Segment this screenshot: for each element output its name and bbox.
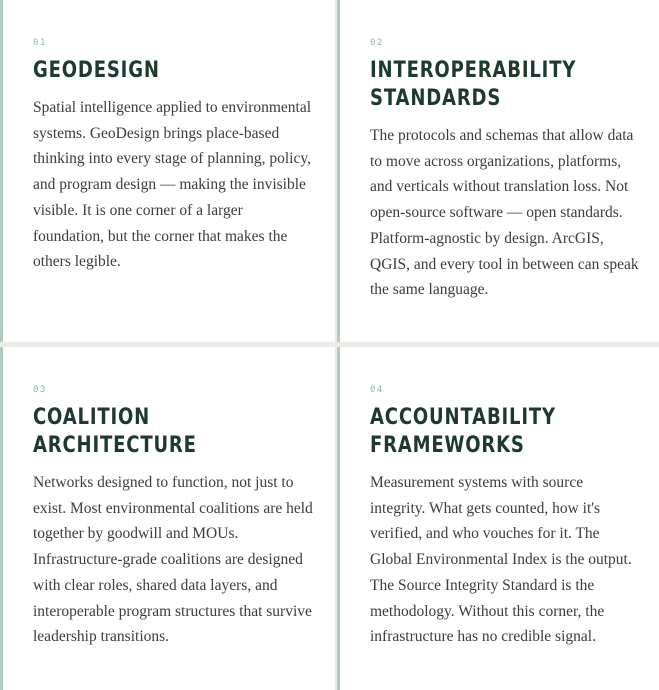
card-body: Measurement systems with source integrity. What gets counted, how it's verified, and who vouches for it. The Global Environmental Index is the output. The Source Integrity Standard is the methodology. Without this corner, the infrastructure has no credible signal. — [370, 474, 632, 646]
card-body: The protocols and schemas that allow data to move across organizations, platforms, and verticals without translation loss. Not open-source software — open standards. Platform-agnostic by design. ArcGIS, QGIS, and every tool in between can speak the same language. — [370, 127, 639, 299]
card-number: 01 — [33, 38, 47, 48]
card-interoperability-standards — [337, 0, 659, 342]
card-number: 03 — [33, 385, 47, 395]
card-body: Networks designed to function, not just to exist. Most environmental coalitions are held together by goodwill and MOUs. Infrastructure-grade coalitions are designed with clear roles, shared data layers, and interoperable program structures that survive leadership transitions. — [33, 474, 313, 646]
card-number: 04 — [370, 385, 384, 395]
card-title: GEODESIGN — [33, 58, 160, 83]
card-accountability-frameworks — [337, 347, 659, 690]
card-number: 02 — [370, 38, 384, 48]
card-title: COALITION ARCHITECTURE — [33, 405, 197, 458]
card-geodesign — [0, 0, 335, 342]
card-title: INTEROPERABILITY STANDARDS — [370, 58, 577, 111]
card-body: Spatial intelligence applied to environmental systems. GeoDesign brings place-based thinking into every stage of planning, policy, and program design — making the invisible visible. It is one corner of a larger foundation, but the corner that makes the others legible. — [33, 99, 312, 271]
card-title: ACCOUNTABILITY FRAMEWORKS — [370, 405, 556, 458]
card-coalition-architecture — [0, 347, 335, 690]
